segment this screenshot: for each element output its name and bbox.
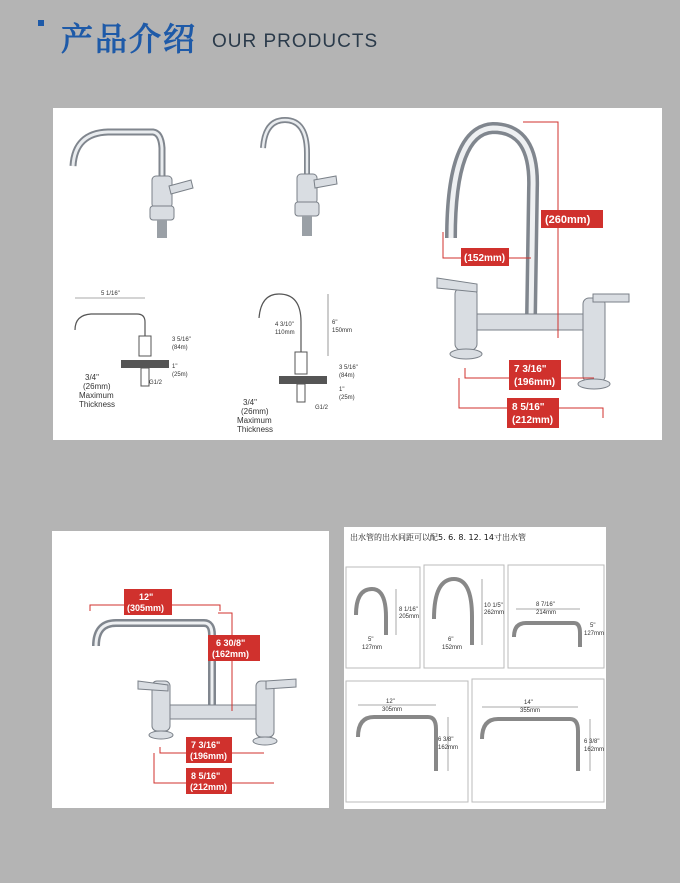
svg-text:152mm: 152mm [442, 645, 463, 651]
svg-text:205mm: 205mm [399, 614, 420, 620]
spout-option-6 [434, 579, 504, 651]
svg-text:10 1/5": 10 1/5" [484, 603, 503, 609]
svg-text:4 3/10": 4 3/10" [275, 322, 294, 328]
svg-text:Thickness: Thickness [237, 425, 274, 434]
svg-text:3/4": 3/4" [85, 373, 99, 382]
svg-text:7 3/16": 7 3/16" [191, 740, 221, 750]
page-subtitle: OUR PRODUCTS [212, 31, 379, 52]
page-title: 产品介绍 [61, 20, 198, 58]
svg-text:G1/2: G1/2 [149, 380, 163, 386]
dimension-drawing-a [75, 291, 191, 409]
svg-text:(212mm): (212mm) [190, 782, 228, 792]
svg-text:(84m): (84m) [172, 345, 188, 351]
svg-text:Maximum: Maximum [79, 391, 114, 400]
svg-text:(162mm): (162mm) [212, 649, 250, 659]
product-panel-2 [52, 531, 329, 808]
svg-text:6 30/8": 6 30/8" [216, 638, 246, 648]
product-panel-1 [53, 108, 662, 440]
svg-text:(25m): (25m) [172, 372, 188, 378]
svg-text:7 3/16": 7 3/16" [514, 364, 547, 375]
spout-caption: 出水管的出水间距可以配5. 6. 8. 12. 14寸出水管 [350, 533, 526, 542]
faucet-photo-main [437, 122, 629, 428]
svg-text:162mm: 162mm [584, 747, 605, 753]
drawing-a-top: 5 1/16" [101, 291, 120, 297]
svg-text:1": 1" [172, 364, 178, 370]
svg-text:12": 12" [139, 592, 154, 602]
svg-text:(152mm): (152mm) [464, 253, 506, 264]
spout-option-14 [482, 700, 604, 771]
svg-text:(260mm): (260mm) [545, 214, 591, 226]
svg-text:8 7/16": 8 7/16" [536, 602, 555, 608]
svg-text:(212mm): (212mm) [512, 415, 554, 426]
svg-text:6 3/8": 6 3/8" [584, 739, 600, 745]
svg-text:6 3/8": 6 3/8" [438, 737, 454, 743]
svg-text:(25m): (25m) [339, 395, 355, 401]
faucet-photo-swing [96, 623, 296, 745]
svg-text:Maximum: Maximum [237, 416, 272, 425]
svg-text:12": 12" [386, 699, 395, 705]
header-bullet [38, 20, 44, 26]
svg-text:(305mm): (305mm) [127, 603, 165, 613]
faucet-photo-a [73, 132, 193, 238]
svg-text:262mm: 262mm [484, 610, 505, 616]
svg-text:3/4": 3/4" [243, 398, 257, 407]
svg-text:127mm: 127mm [362, 645, 383, 651]
svg-text:1": 1" [339, 387, 345, 393]
svg-text:214mm: 214mm [536, 610, 557, 616]
svg-text:6": 6" [448, 637, 454, 643]
svg-text:3 5/16": 3 5/16" [172, 337, 191, 343]
spout-option-12 [358, 699, 458, 771]
svg-text:355mm: 355mm [520, 708, 541, 714]
svg-text:6": 6" [332, 320, 338, 326]
svg-text:305mm: 305mm [382, 707, 403, 713]
svg-text:(26mm): (26mm) [241, 407, 269, 416]
svg-text:127mm: 127mm [584, 631, 605, 637]
svg-text:5": 5" [590, 623, 596, 629]
svg-text:G1/2: G1/2 [315, 405, 329, 411]
spout-option-8 [514, 602, 604, 647]
svg-text:150mm: 150mm [332, 328, 353, 334]
svg-text:(196mm): (196mm) [514, 377, 556, 388]
svg-text:(196mm): (196mm) [190, 751, 228, 761]
svg-text:(84m): (84m) [339, 373, 355, 379]
svg-text:3 5/16": 3 5/16" [339, 365, 358, 371]
dimension-drawing-b [237, 294, 358, 434]
svg-text:Thickness: Thickness [79, 400, 116, 409]
svg-text:(26mm): (26mm) [83, 382, 111, 391]
svg-text:14": 14" [524, 700, 533, 706]
spout-options-panel [344, 527, 606, 809]
svg-text:162mm: 162mm [438, 745, 459, 751]
svg-text:8 5/16": 8 5/16" [512, 402, 545, 413]
svg-text:110mm: 110mm [275, 330, 295, 336]
svg-text:5": 5" [368, 637, 374, 643]
faucet-photo-b [263, 120, 337, 236]
svg-text:8 5/16": 8 5/16" [191, 771, 221, 781]
spout-option-5 [356, 589, 419, 651]
svg-text:8 1/16": 8 1/16" [399, 607, 418, 613]
